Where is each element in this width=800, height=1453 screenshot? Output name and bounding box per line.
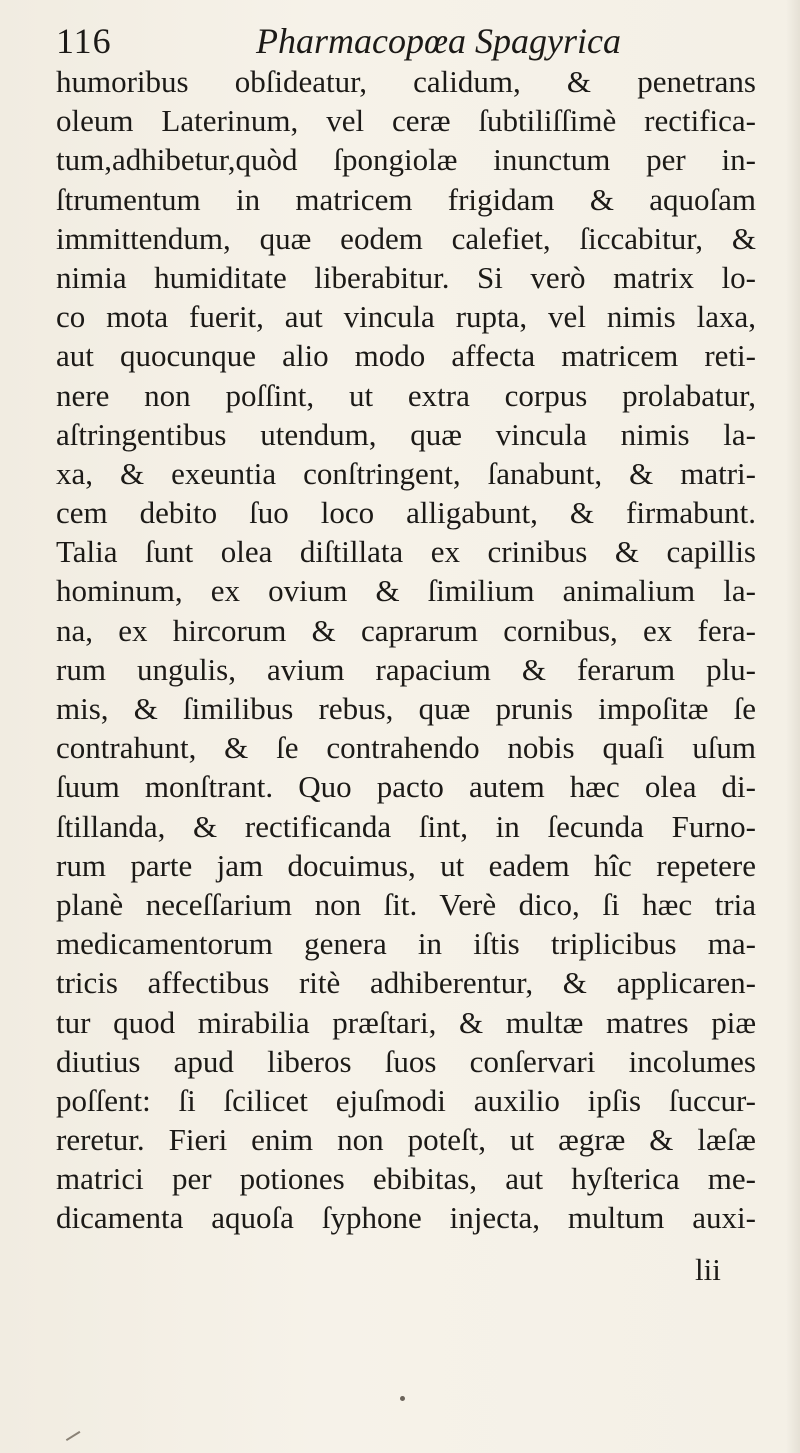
text-line: ſtrumentum in matricem frigidam & aquoſam [56,181,756,217]
text-line: ſuum monſtrant. Quo pacto autem hæc olea di- [56,769,756,805]
text-line: xa, & exeuntia conſtringent, ſanabunt, & matri- [56,455,756,491]
text-line: contrahunt, & ſe contrahendo nobis quaſi uſum [56,730,756,766]
text-line: mis, & ſimilibus rebus, quæ prunis impoſitæ ſe [56,691,756,726]
text-line: humoribus obſideatur, calidum, & penetrans [56,64,756,99]
text-line: reretur. Fieri enim non poteſt, ut ægræ & læſæ [56,1122,756,1158]
text-line: hominum, ex ovium & ſimilium animalium la- [56,573,756,609]
text-line: cem debito ſuo loco alligabunt, & firmabunt. [56,495,756,531]
text-line: Talia ſunt olea diſtillata ex crinibus & capillis [56,534,756,570]
text-line: nimia humiditate liberabitur. Si verò matrix lo- [56,259,756,295]
text-line: co mota fuerit, aut vincula rupta, vel nimis laxa, [56,299,756,335]
page-number: 116 [56,21,112,61]
catchword: lii [695,1252,721,1287]
text-line: aut quocunque alio modo affecta matricem reti- [56,338,756,374]
body-text [56,62,756,1238]
running-title: Pharmacopœa Spagyrica [256,21,621,61]
text-line: tur quod mirabilia præſtari, & multæ matres piæ [56,1004,756,1040]
text-line: ſtillanda, & rectificanda ſint, in ſecunda Furno- [56,808,756,844]
pencil-mark [66,1431,80,1441]
text-line: tum,adhibetur,quòd ſpongiolæ inunctum per in- [56,142,756,178]
text-line: dicamenta aquoſa ſyphone injecta, multum auxi- [56,1200,756,1236]
text-line: immittendum, quæ eodem calefiet, ſiccabitur, & [56,220,756,256]
text-line: rum parte jam docuimus, ut eadem hîc repetere [56,847,756,883]
text-line: matrici per potiones ebibitas, aut hyſterica me- [56,1161,756,1197]
text-line: na, ex hircorum & caprarum cornibus, ex fera- [56,612,756,648]
text-line: planè neceſſarium non ſit. Verè dico, ſi hæc tria [56,886,756,922]
text-line: poſſent: ſi ſcilicet ejuſmodi auxilio ipſis ſuccur- [56,1082,756,1118]
text-line: tricis affectibus ritè adhiberentur, & applicaren- [56,965,756,1001]
text-line: aſtringentibus utendum, quæ vincula nimis la- [56,416,756,452]
text-line: medicamentorum genera in iſtis triplicibus ma- [56,926,756,962]
text-line: nere non poſſint, ut extra corpus prolabatur, [56,377,756,413]
text-line: rum ungulis, avium rapacium & ferarum plu- [56,651,756,687]
text-line: oleum Laterinum, vel ceræ ſubtiliſſimè rectifica- [56,103,756,139]
page-edge-shadow [786,0,800,1453]
ink-speck [400,1396,405,1401]
page-header [56,18,746,64]
text-line: diutius apud liberos ſuos conſervari incolumes [56,1043,756,1079]
